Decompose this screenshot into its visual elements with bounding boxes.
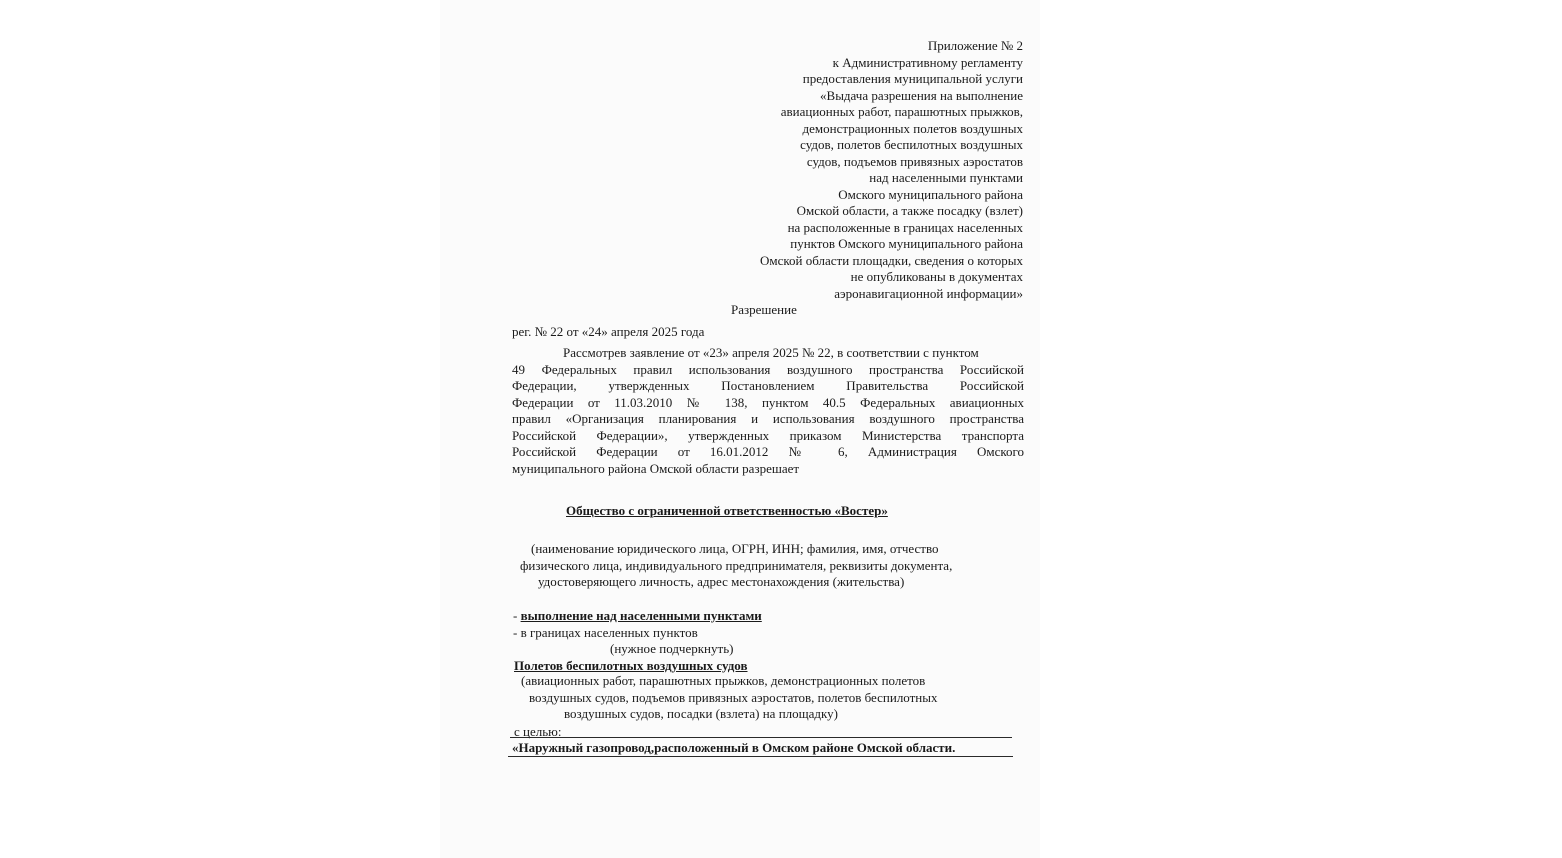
- activity-type: Полетов беспилотных воздушных судов: [514, 657, 748, 673]
- hint-line: физического лица, индивидуального предпринимателя, реквизиты документа,: [520, 557, 953, 573]
- body-line: Российской Федерации», утвержденных приказом Министерства транспорта: [512, 427, 1024, 443]
- company-name: Общество с ограниченной ответственностью «Востер»: [566, 503, 888, 518]
- option-over-settlements-text: выполнение над населенными пунктами: [520, 608, 762, 623]
- appendix-line: Омской области площадки, сведения о которых: [759, 252, 1023, 268]
- appendix-line: аэронавигационной информации»: [834, 285, 1023, 301]
- appendix-line: над населенными пунктами: [869, 170, 1023, 185]
- appendix-line: не опубликованы в документах: [850, 269, 1023, 284]
- appendix-line: пунктов Омского муниципального района: [790, 236, 1023, 251]
- body-line: 49 Федеральных правил использования воздушного пространства Российской: [512, 361, 1024, 377]
- appendix-line: судов, полетов беспилотных воздушных: [800, 137, 1023, 152]
- underline-hint: (нужное подчеркнуть): [610, 641, 734, 656]
- appendix-line: авиационных работ, парашютных прыжков,: [780, 104, 1023, 119]
- hint-line: (авиационных работ, парашютных прыжков, демонстрационных полетов: [521, 673, 926, 688]
- appendix-line: судов, подъемов привязных аэростатов: [806, 153, 1023, 169]
- body-line: Рассмотрев заявление от «23» апреля 2025 № 22, в соответствии с пунктом: [563, 345, 979, 360]
- purpose-rule-top: [510, 737, 1012, 738]
- purpose-rule-bottom: [508, 756, 1013, 757]
- option-dash: -: [513, 608, 521, 623]
- hint-line: воздушных судов, посадки (взлета) на площадку): [564, 706, 838, 721]
- hint-line: (наименование юридического лица, ОГРН, ИНН; фамилия, имя, отчество: [531, 541, 939, 556]
- purpose-label: с целью:: [514, 724, 562, 739]
- appendix-line: на расположенные в границах населенных: [787, 219, 1023, 235]
- hint-line: удостоверяющего личность, адрес местонахождения (жительства): [538, 574, 905, 589]
- body-line: Федерации от 11.03.2010 № 138, пунктом 40.5 Федеральных авиационных: [512, 394, 1024, 410]
- appendix-line: «Выдача разрешения на выполнение: [820, 87, 1023, 103]
- appendix-line: Приложение № 2: [927, 38, 1023, 53]
- appendix-line: демонстрационных полетов воздушных: [802, 120, 1023, 136]
- body-line: правил «Организация планирования и использования воздушного пространства: [512, 411, 1024, 426]
- body-line: муниципального района Омской области разрешает: [512, 460, 800, 476]
- appendix-line: к Административному регламенту: [832, 54, 1023, 70]
- appendix-line: Омской области, а также посадку (взлет): [796, 203, 1023, 218]
- body-line: Федерации, утвержденных Постановлением Правительства Российской: [512, 378, 1024, 393]
- body-line: Российской Федерации от 16.01.2012 № 6, Администрация Омского: [512, 444, 1024, 459]
- registration-line: рег. № 22 от «24» апреля 2025 года: [512, 324, 705, 339]
- hint-line: воздушных судов, подъемов привязных аэростатов, полетов беспилотных: [529, 689, 938, 705]
- purpose-text: «Наружный газопровод,расположенный в Омском районе Омской области.: [512, 740, 956, 755]
- appendix-line: предоставления муниципальной услуги: [802, 71, 1023, 86]
- document-title: Разрешение: [731, 302, 797, 317]
- appendix-line: Омского муниципального района: [838, 186, 1023, 202]
- option-within-settlements: - в границах населенных пунктов: [513, 624, 698, 640]
- option-over-settlements: [513, 608, 762, 624]
